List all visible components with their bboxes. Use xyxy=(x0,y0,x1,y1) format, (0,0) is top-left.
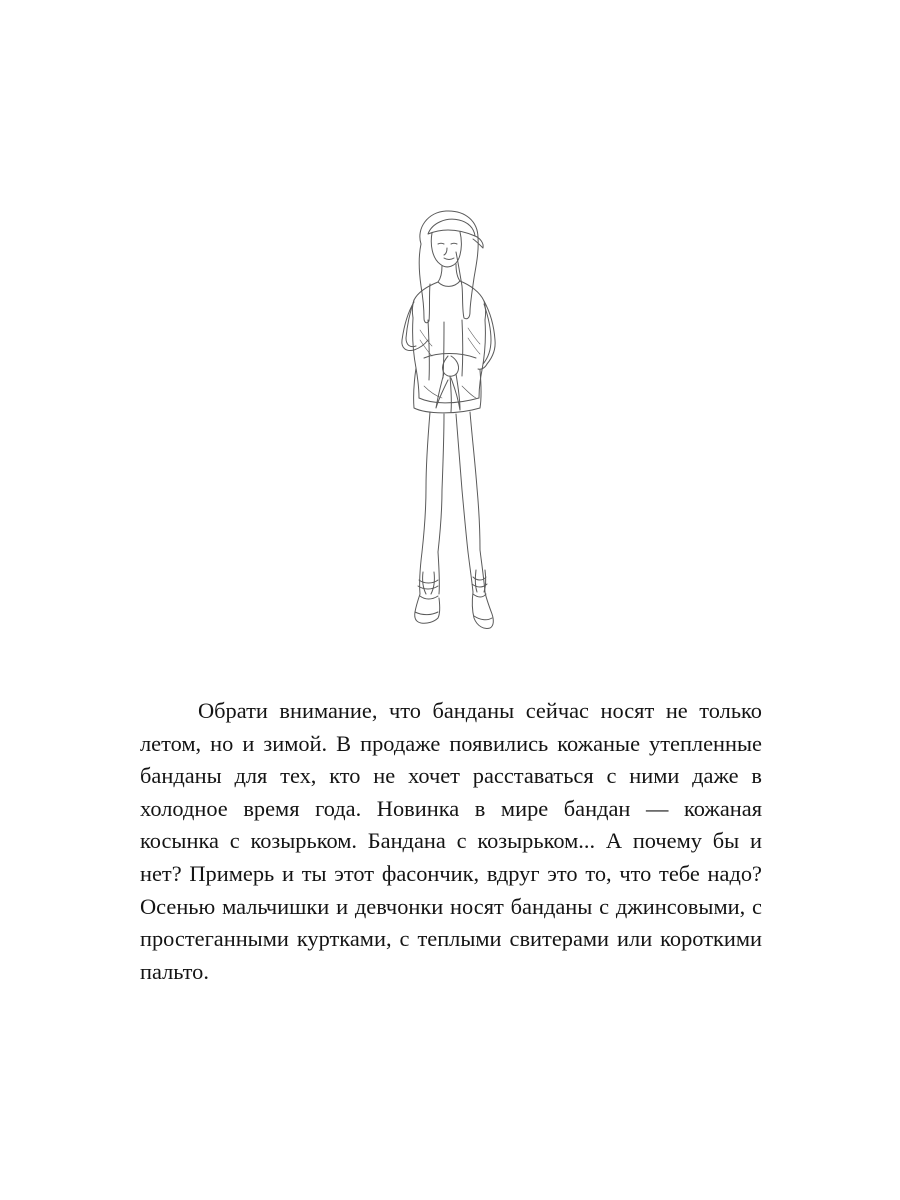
illustration-container xyxy=(0,190,900,660)
girl-in-dress-with-bandana-sketch-icon xyxy=(320,200,580,650)
text-column xyxy=(140,695,762,988)
body-paragraph: Обрати внимание, что банданы сейчас носят не только летом, но и зимой. В продаже появились кожаные утепленные банданы для тех, кто не хочет расставаться с ними даже в холодное время года. Новинка в мире бандан — кожаная косынка с козырьком. Бандана с козырьком... А почему бы и нет? Примерь и ты этот фасончик, вдруг это то, что тебе надо? Осенью мальчишки и девчонки носят банданы с джинсовыми, с простеганными куртками, с теплыми свитерами или короткими пальто. xyxy=(140,698,762,984)
